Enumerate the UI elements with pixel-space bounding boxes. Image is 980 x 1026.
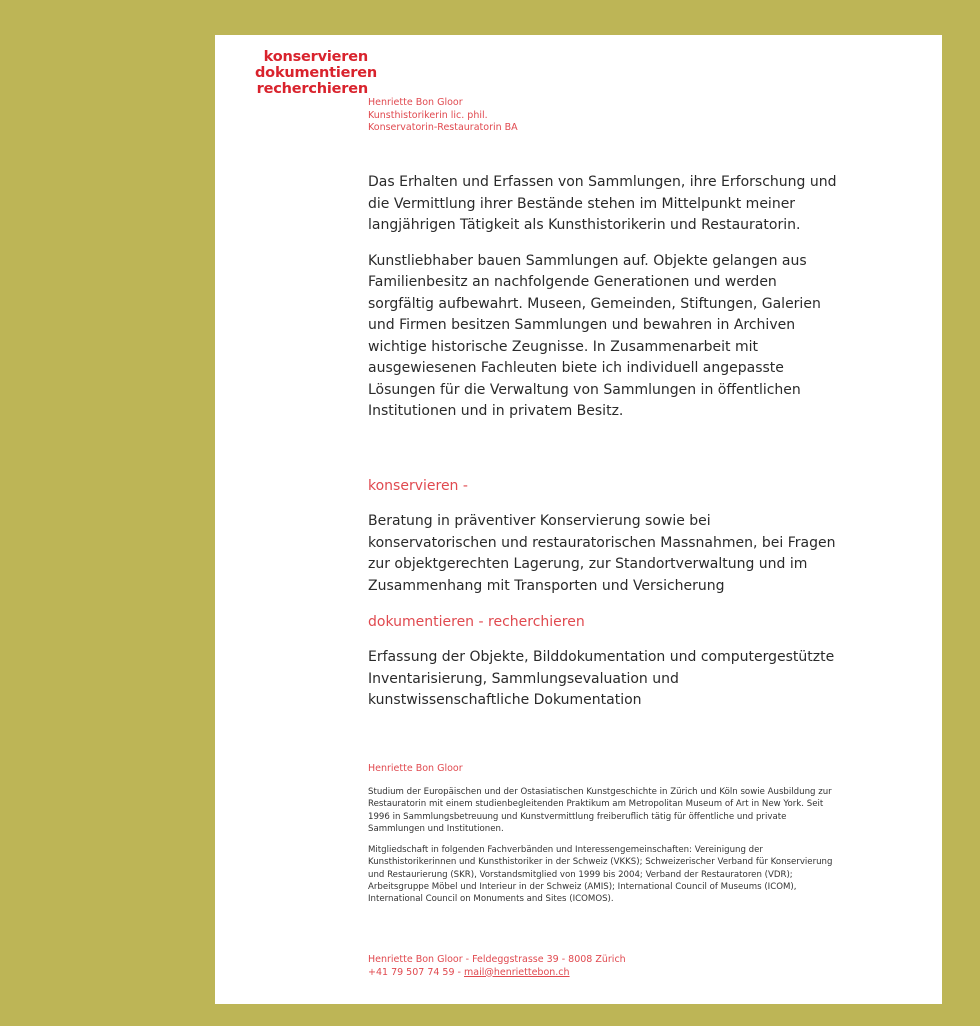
footer-contact — [368, 954, 626, 979]
intro-paragraph-2: Kunstliebhaber bauen Sammlungen auf. Objekte gelangen aus Familienbesitz an nachfolgende Generationen und werden sorgfältig aufbewahrt. Museen, Gemeinden, Stiftungen, Galerien und Firmen besitzen Sammlungen und bewahren in Archiven wichtige historische Zeugnisse. In Zusammenarbeit mit ausgewiesenen Fachleuten biete ich individuell angepasste Lösungen für die Verwaltung von Sammlungen in öffentlichen Institutionen und in privatem Besitz. — [368, 252, 821, 419]
section-text-konservieren: Beratung in präventiver Konservierung sowie bei konservatorischen und restauratorischen Massnahmen, bei Fragen zur objektgerechten Lagerung, zur Standortverwaltung und im Zusammenhang mit Transporten und Versicherung — [368, 513, 836, 594]
site-logo[interactable] — [255, 49, 378, 97]
footer-phone-email-line — [368, 967, 626, 980]
bio-paragraph-education: Studium der Europäischen und der Ostasiatischen Kunstgeschichte in Zürich und Köln sowie Ausbildung zur Restauratorin mit einem studienbegleitenden Praktikum am Metropolitan Museum of Art in New York. Seit 1996 in Sammlungsbetreuung und Kunstvermittlung freiberuflich tätig für öffentliche und private Sammlungen und Institutionen. — [368, 787, 832, 834]
bio-text — [368, 786, 834, 915]
credentials-title-art-historian: Kunsthistorikerin lic. phil. — [368, 109, 488, 121]
credentials-name: Henriette Bon Gloor — [368, 97, 463, 108]
footer-email-link[interactable]: mail@henriettebon.ch — [464, 966, 570, 978]
logo-line-konservieren: konservieren — [263, 49, 368, 65]
logo-line-dokumentieren: dokumentieren — [255, 65, 378, 81]
bio-paragraph-memberships: Mitgliedschaft in folgenden Fachverbänden und Interessengemeinschaften: Vereinigung der Kunsthistorikerinnen und Kunsthistoriker in der Schweiz (VKKS); Schweizerischer Verband für Konservierung und Restaurierung (SKR), Vorstandsmitglied von 1999 bis 2004; Verband der Restauratoren (VDR); Arbeitsgruppe Möbel und Interieur in der Schweiz (AMIS); International Council of Museums (ICOM), International Council on Monuments and Sites (ICOMOS). — [368, 845, 833, 905]
intro-text — [368, 172, 838, 437]
credentials-block — [368, 97, 518, 135]
logo-line-recherchieren: recherchieren — [256, 81, 368, 97]
footer-address: Henriette Bon Gloor - Feldeggstrasse 39 - 8008 Zürich — [368, 954, 626, 965]
page-card — [215, 35, 942, 1004]
section-heading-dokumentieren: dokumentieren - recherchieren — [368, 614, 585, 630]
intro-paragraph-1: Das Erhalten und Erfassen von Sammlungen, ihre Erforschung und die Vermittlung ihrer Bestände stehen im Mittelpunkt meiner langjährigen Tätigkeit als Kunsthistorikerin und Restauratorin. — [368, 174, 837, 233]
section-heading-konservieren: konservieren - — [368, 478, 468, 494]
footer-phone: +41 79 507 74 59 - — [368, 966, 464, 978]
credentials-title-conservator: Konservatorin-Restauratorin BA — [368, 122, 518, 133]
section-text-dokumentieren: Erfassung der Objekte, Bilddokumentation und computergestützte Inventarisierung, Sammlungsevaluation und kunstwissenschaftliche Dokumentation — [368, 649, 835, 708]
bio-name: Henriette Bon Gloor — [368, 763, 463, 774]
